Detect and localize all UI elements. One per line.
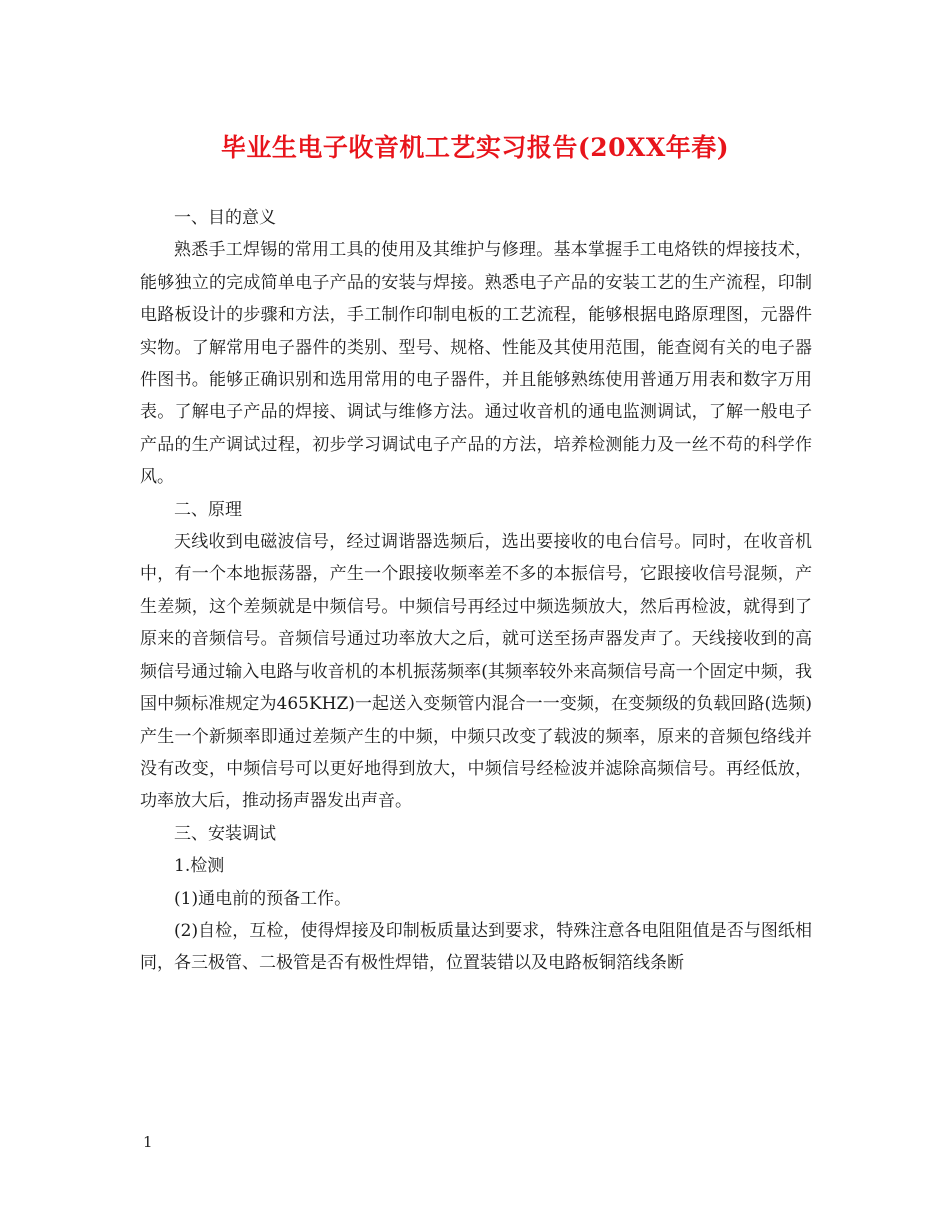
section-heading-principle: 二、原理 — [174, 499, 242, 520]
paragraph-principle: 天线收到电磁波信号，经过调谐器选频后，选出要接收的电台信号。同时，在收音机中，有一个本地振荡器，产生一个跟接收频率差不多的本振信号，它跟接收信号混频，产生差频，这个差频就是中频信号。中频信号再经过中频选频放大，然后再检波，就得到了原来的音频信号。音频信号通过功率放大之后，就可送至扬声器发声了。天线接收到的高频信号通过输入电路与收音机的本机振荡频率(其频率较外来高频信号高一个固定中频，我国中频标准规定为465KHZ)一起送入变频管内混合一一变频，在变频级的负载回路(选频)产生一个新频率即通过差频产生的中频，中频只改变了载波的频率，原来的音频包络线并没有改变，中频信号可以更好地得到放大，中频信号经检波并滤除高频信号。再经低放，功率放大后，推动扬声器发出声音。 — [140, 532, 812, 812]
list-item-self-check: (2)自检，互检，使得焊接及印制板质量达到要求，特殊注意各电阻阻值是否与图纸相同，各三极管、二极管是否有极性焊错，位置装错以及电路板铜箔线条断 — [140, 920, 812, 974]
document-title: 毕业生电子收音机工艺实习报告(20XX年春) — [220, 133, 730, 162]
paragraph-purpose: 熟悉手工焊锡的常用工具的使用及其维护与修理。基本掌握手工电烙铁的焊接技术，能够独立的完成简单电子产品的安装与焊接。熟悉电子产品的安装工艺的生产流程，印制电路板设计的步骤和方法，手工制作印制电板的工艺流程，能够根据电路原理图，元器件实物。了解常用电子器件的类别、型号、规格、性能及其使用范围，能查阅有关的电子器件图书。能够正确识别和选用常用的电子器件，并且能够熟练使用普通万用表和数字万用表。了解电子产品的焊接、调试与维修方法。通过收音机的通电监测调试，了解一般电子产品的生产调试过程，初步学习调试电子产品的方法，培养检测能力及一丝不苟的科学作风。 — [140, 240, 812, 488]
page-number: 1 — [143, 1133, 153, 1151]
subsection-heading-inspection: 1.检测 — [174, 856, 225, 877]
document-body — [140, 202, 812, 980]
section-heading-installation: 三、安装调试 — [174, 823, 276, 844]
list-item-preparation: (1)通电前的预备工作。 — [174, 888, 352, 909]
section-heading-purpose: 一、目的意义 — [174, 208, 276, 228]
